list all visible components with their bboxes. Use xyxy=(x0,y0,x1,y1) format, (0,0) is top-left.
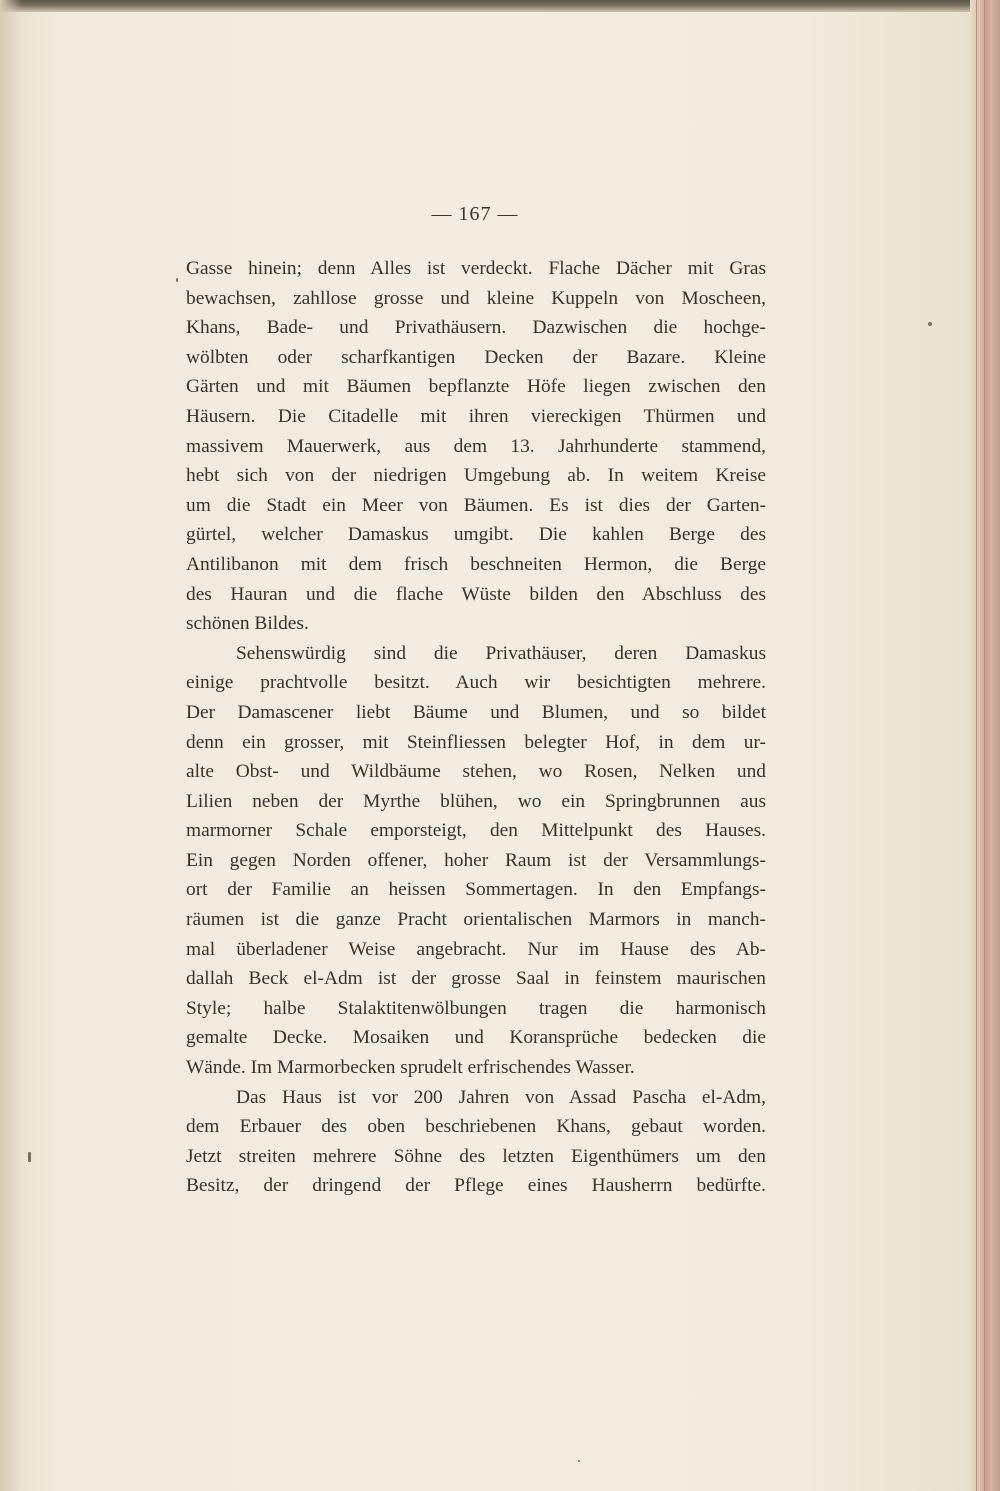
text-line: Style; halbe Stalaktitenwölbungen tragen die harmonisch xyxy=(186,997,766,1019)
text-line: schönen Bildes. xyxy=(186,613,309,635)
text-line: mal überladener Weise angebracht. Nur im Hause des Ab- xyxy=(186,938,766,960)
text-line: marmorner Schale emporsteigt, den Mittelpunkt des Hauses. xyxy=(186,820,766,842)
text-line: bewachsen, zahllose grosse und kleine Kuppeln von Moscheen, xyxy=(186,287,766,309)
text-line: Häusern. Die Citadelle mit ihren viereckigen Thürmen und xyxy=(186,405,766,427)
text-line: gemalte Decke. Mosaiken und Koransprüche bedecken die xyxy=(186,1027,766,1049)
body-text xyxy=(186,254,766,1201)
text-line: ort der Familie an heissen Sommertagen. In den Empfangs- xyxy=(186,879,766,901)
text-line: einige prachtvolle besitzt. Auch wir besichtigten mehrere. xyxy=(186,672,766,694)
text-line: denn ein grosser, mit Steinfliessen belegter Hof, in dem ur- xyxy=(186,731,766,753)
paper-speck xyxy=(176,278,178,282)
text-line: Der Damascener liebt Bäume und Blumen, und so bildet xyxy=(186,701,766,723)
text-line: Antilibanon mit dem frisch beschneiten Hermon, die Berge xyxy=(186,553,766,575)
text-line: alte Obst- und Wildbäume stehen, wo Rosen, Nelken und xyxy=(186,761,766,783)
text-line: Gasse hinein; denn Alles ist verdeckt. Flache Dächer mit Gras xyxy=(186,258,766,279)
text-line: massivem Mauerwerk, aus dem 13. Jahrhunderte stammend, xyxy=(186,435,766,457)
text-line: um die Stadt ein Meer von Bäumen. Es ist dies der Garten- xyxy=(186,494,766,516)
text-line: Das Haus ist vor 200 Jahren von Assad Pascha el-Adm, xyxy=(236,1086,766,1108)
text-line: Jetzt streiten mehrere Söhne des letzten Eigenthümers um den xyxy=(186,1145,766,1167)
text-line: Ein gegen Norden offener, hoher Raum ist der Versammlungs- xyxy=(186,849,766,871)
page-stack-edge xyxy=(970,0,1000,1491)
text-line: Khans, Bade- und Privathäusern. Dazwischen die hochge- xyxy=(186,317,766,339)
text-line: Besitz, der dringend der Pflege eines Hausherrn bedürfte. xyxy=(186,1175,766,1197)
paper-speck xyxy=(28,1152,31,1162)
paper-speck xyxy=(578,1460,580,1462)
text-line: wölbten oder scharfkantigen Decken der Bazare. Kleine xyxy=(186,346,766,368)
text-line: dem Erbauer des oben beschriebenen Khans, gebaut worden. xyxy=(186,1116,766,1138)
page-top-edge xyxy=(0,0,1000,12)
text-line: gürtel, welcher Damaskus umgibt. Die kahlen Berge des xyxy=(186,524,766,546)
text-line: Sehenswürdig sind die Privathäuser, deren Damaskus xyxy=(236,642,766,664)
text-line: hebt sich von der niedrigen Umgebung ab. In weitem Kreise xyxy=(186,465,766,487)
text-line: räumen ist die ganze Pracht orientalischen Marmors in manch- xyxy=(186,909,766,931)
text-line: dallah Beck el-Adm ist der grosse Saal in feinstem maurischen xyxy=(186,968,766,990)
text-line: des Hauran und die flache Wüste bilden den Abschluss des xyxy=(186,583,766,605)
text-line: Lilien neben der Myrthe blühen, wo ein Springbrunnen aus xyxy=(186,790,766,812)
text-line: Gärten und mit Bäumen bepflanzte Höfe liegen zwischen den xyxy=(186,376,766,398)
paper-speck xyxy=(928,322,932,326)
page-number: — 167 — xyxy=(431,203,519,225)
text-line: Wände. Im Marmorbecken sprudelt erfrischendes Wasser. xyxy=(186,1057,635,1079)
